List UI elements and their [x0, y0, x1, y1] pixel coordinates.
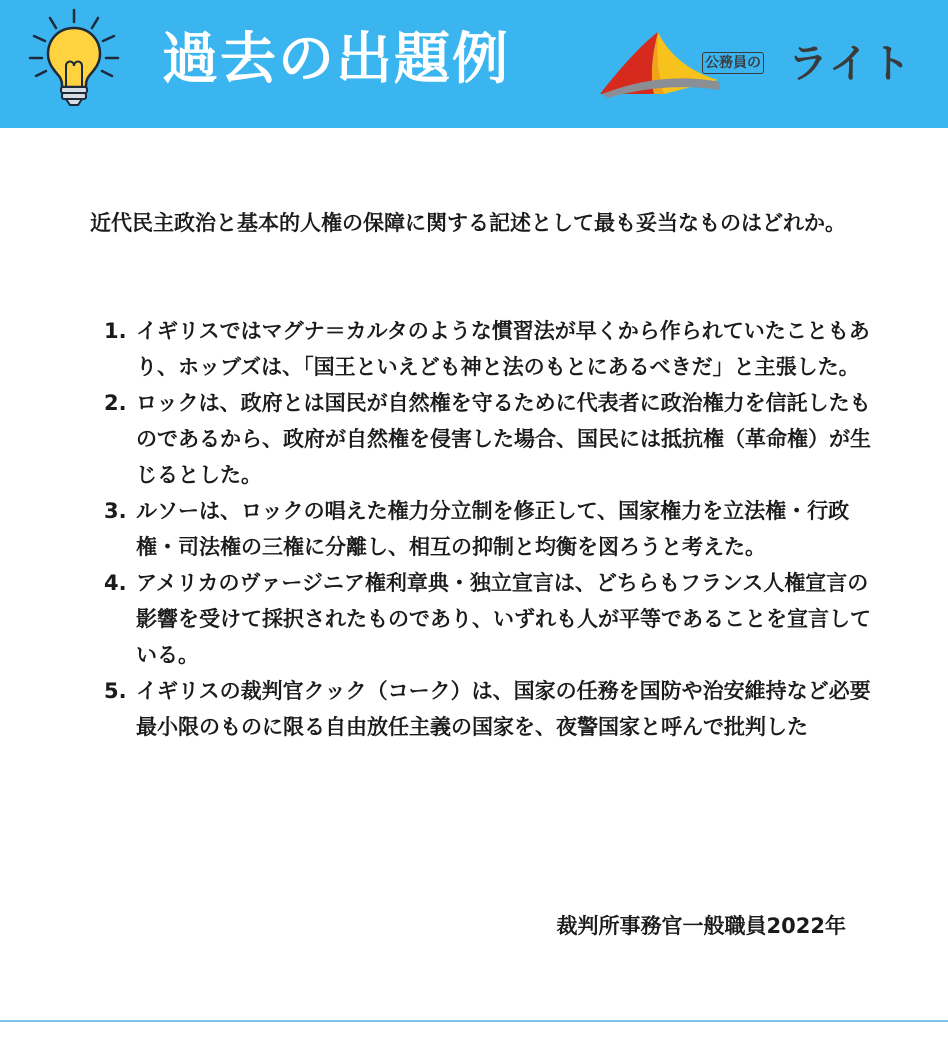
- option-item-2: [104, 385, 874, 493]
- option-item-5: [104, 673, 874, 745]
- option-text: イギリスではマグナ＝カルタのような慣習法が早くから作られていたこともあり、ホッブズは、「国王といえども神と法のもとにあるべきだ」と主張した。: [136, 319, 870, 379]
- header-banner: [0, 0, 948, 128]
- logo-wordmark: ライト: [788, 41, 913, 87]
- option-item-4: [104, 565, 874, 673]
- option-number: 2.: [104, 391, 127, 415]
- exam-source: 裁判所事務官一般職員2022年: [556, 914, 846, 938]
- page-title: 過去の出題例: [162, 27, 510, 92]
- option-text: アメリカのヴァージニア権利章典・独立宣言は、どちらもフランス人権宣言の影響を受けて採択されたものであり、いずれも人が平等であることを宣言している。: [136, 571, 871, 667]
- logo-subtitle: 公務員の: [702, 52, 764, 74]
- bottom-divider: [0, 1020, 948, 1022]
- option-item-1: [104, 313, 874, 385]
- option-number: 3.: [104, 499, 127, 523]
- option-number: 4.: [104, 571, 127, 595]
- option-text: ルソーは、ロックの唱えた権力分立制を修正して、国家権力を立法権・行政権・司法権の三権に分離し、相互の抑制と均衡を図ろうと考えた。: [136, 499, 850, 559]
- option-number: 5.: [104, 679, 127, 703]
- option-text: イギリスの裁判官クック（コーク）は、国家の任務を国防や治安維持など必要最小限のものに限る自由放任主義の国家を、夜警国家と呼んで批判した: [136, 679, 871, 739]
- option-text: ロックは、政府とは国民が自然権を守るために代表者に政治権力を信託したものであるから、政府が自然権を侵害した場合、国民には抵抗権（革命権）が生じるとした。: [136, 391, 871, 487]
- question-text: 近代民主政治と基本的人権の保障に関する記述として最も妥当なものはどれか。: [90, 211, 846, 235]
- answer-options: [104, 313, 874, 745]
- lightbulb-icon: [28, 8, 120, 108]
- brand-logo: [598, 28, 928, 102]
- option-item-3: [104, 493, 874, 565]
- option-number: 1.: [104, 319, 127, 343]
